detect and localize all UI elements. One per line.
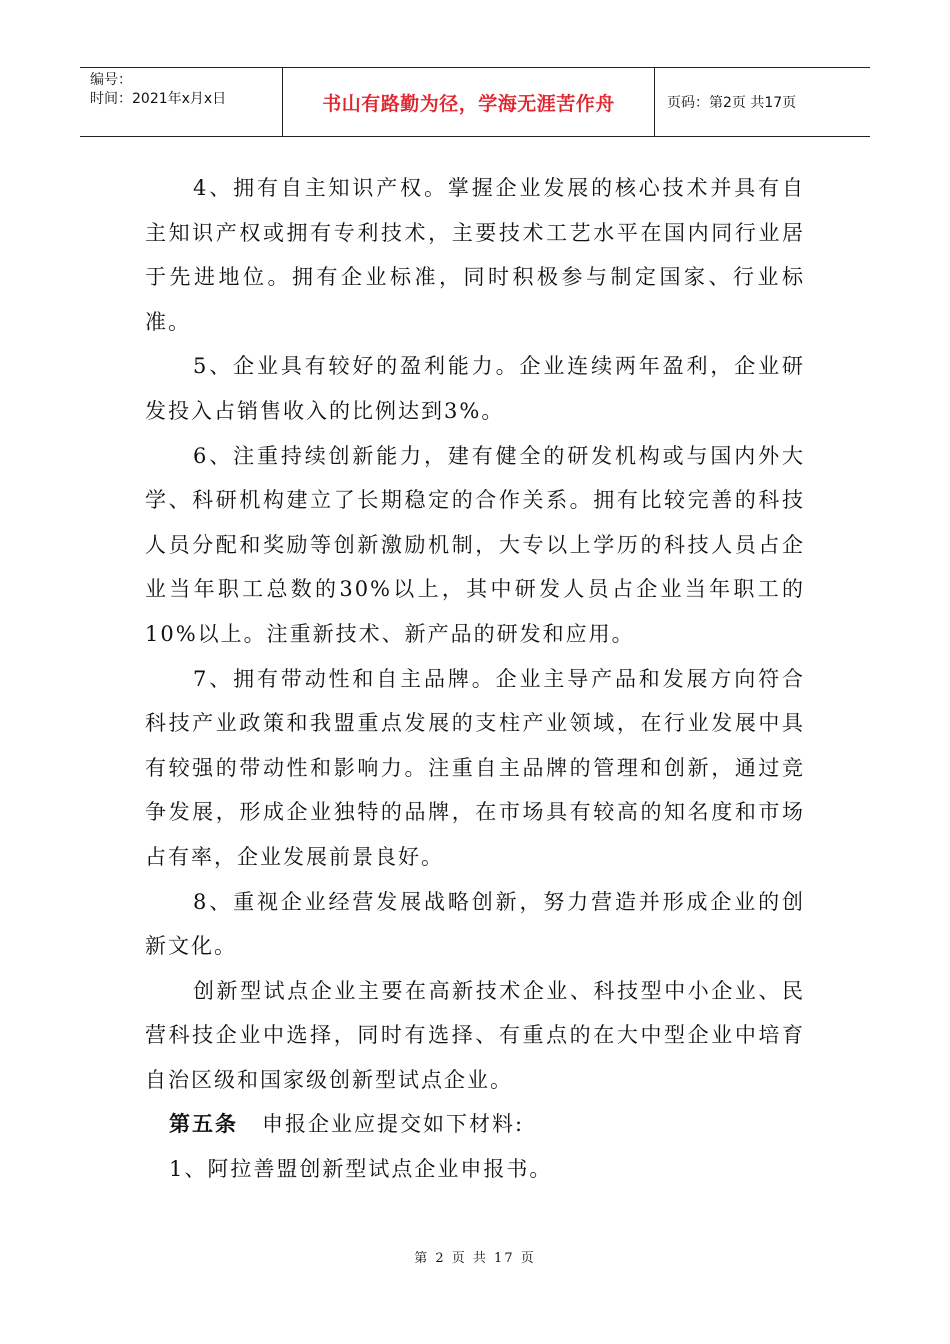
paragraph-item-8: 8、重视企业经营发展战略创新，努力营造并形成企业的创新文化。	[145, 889, 805, 959]
article-5-text: 申报企业应提交如下材料:	[262, 1112, 525, 1137]
list-item-1: 1、阿拉善盟创新型试点企业申报书。	[169, 1157, 553, 1182]
article-5-title: 第五条	[169, 1112, 238, 1137]
header-number-label: 编号：	[90, 72, 132, 88]
header-page-info: 页码：第2页 共17页	[667, 95, 797, 111]
header-time-label: 时间：2021年x月x日	[90, 91, 227, 107]
paragraph-item-5: 5、企业具有较好的盈利能力。企业连续两年盈利，企业研发投入占销售收入的比例达到3%。	[145, 354, 805, 423]
page-header	[80, 67, 870, 137]
article-5-heading	[145, 1102, 805, 1147]
document-body	[145, 166, 805, 1192]
paragraph-item-7: 7、拥有带动性和自主品牌。企业主导产品和发展方向符合科技产业政策和我盟重点发展的支柱产业领域，在行业发展中具有较强的带动性和影响力。注重自主品牌的管理和创新，通过竞争发展，形成企业独特的品牌，在市场具有较高的知名度和市场占有率，企业发展前景良好。	[145, 666, 805, 869]
paragraph-pilot-enterprises: 创新型试点企业主要在高新技术企业、科技型中小企业、民营科技企业中选择，同时有选择、有重点的在大中型企业中培育自治区级和国家级创新型试点企业。	[145, 978, 805, 1092]
page-footer: 第 2 页 共 17 页	[414, 1251, 536, 1266]
header-motto: 书山有路勤为径，学海无涯苦作舟	[283, 68, 655, 136]
paragraph-item-6: 6、注重持续创新能力，建有健全的研发机构或与国内外大学、科研机构建立了长期稳定的合作关系。拥有比较完善的科技人员分配和奖励等创新激励机制，大专以上学历的科技人员占企业当年职工总数的30%以上，其中研发人员占企业当年职工的10%以上。注重新技术、新产品的研发和应用。	[145, 443, 805, 646]
header-meta	[80, 68, 283, 136]
paragraph-item-4: 4、拥有自主知识产权。掌握企业发展的核心技术并具有自主知识产权或拥有专利技术，主要技术工艺水平在国内同行业居于先进地位。拥有企业标准，同时积极参与制定国家、行业标准。	[145, 176, 805, 334]
